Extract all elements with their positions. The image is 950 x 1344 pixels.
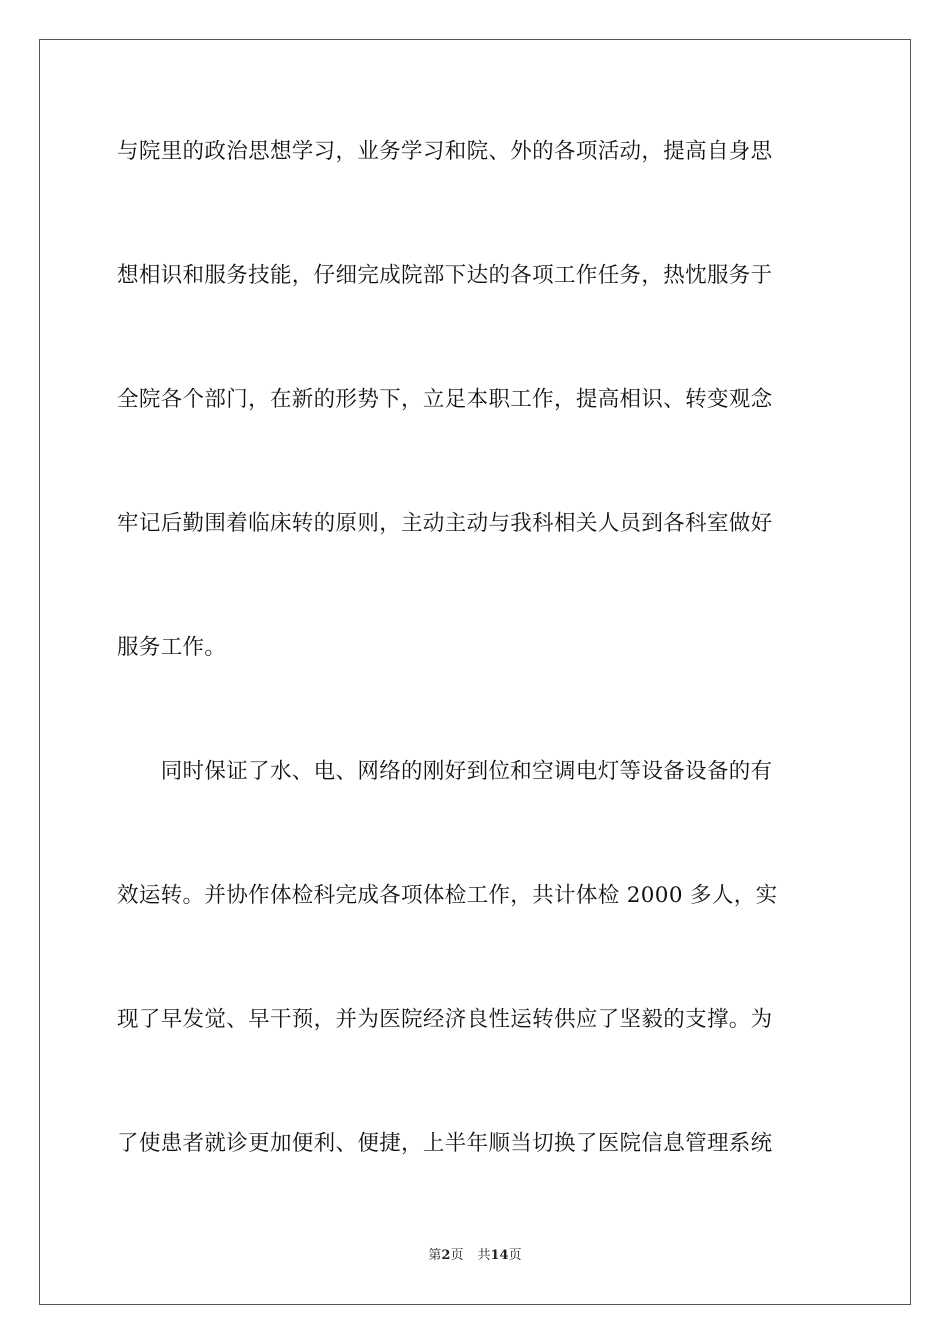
paragraph-line: 同时保证了水、电、网络的刚好到位和空调电灯等设备设备的有	[117, 759, 773, 784]
paragraph-line: 全院各个部门，在新的形势下，立足本职工作，提高相识、转变观念	[117, 387, 773, 412]
paragraph-line: 想相识和服务技能，仔细完成院部下达的各项工作任务，热忱服务于	[117, 263, 773, 288]
total-suffix: 页	[508, 1248, 522, 1263]
paragraph-line: 了使患者就诊更加便利、便捷，上半年顺当切换了医院信息管理系统	[117, 1131, 773, 1156]
page-number: 2	[441, 1248, 451, 1263]
total-pages: 14	[490, 1248, 509, 1263]
paragraph-line: 效运转。并协作体检科完成各项体检工作，共计体检 2000 多人，实	[117, 883, 778, 908]
page-border	[39, 39, 911, 1305]
page-footer	[0, 1247, 950, 1265]
total-prefix: 共	[477, 1248, 491, 1263]
paragraph-line: 与院里的政治思想学习，业务学习和院、外的各项活动，提高自身思	[117, 139, 773, 164]
paragraph-line: 现了早发觉、早干预，并为医院经济良性运转供应了坚毅的支撑。为	[117, 1007, 773, 1032]
paragraph-line: 服务工作。	[117, 635, 227, 660]
paragraph-line: 牢记后勤围着临床转的原则，主动主动与我科相关人员到各科室做好	[117, 511, 773, 536]
page-prefix: 第	[428, 1248, 442, 1263]
page-suffix: 页	[450, 1248, 464, 1263]
